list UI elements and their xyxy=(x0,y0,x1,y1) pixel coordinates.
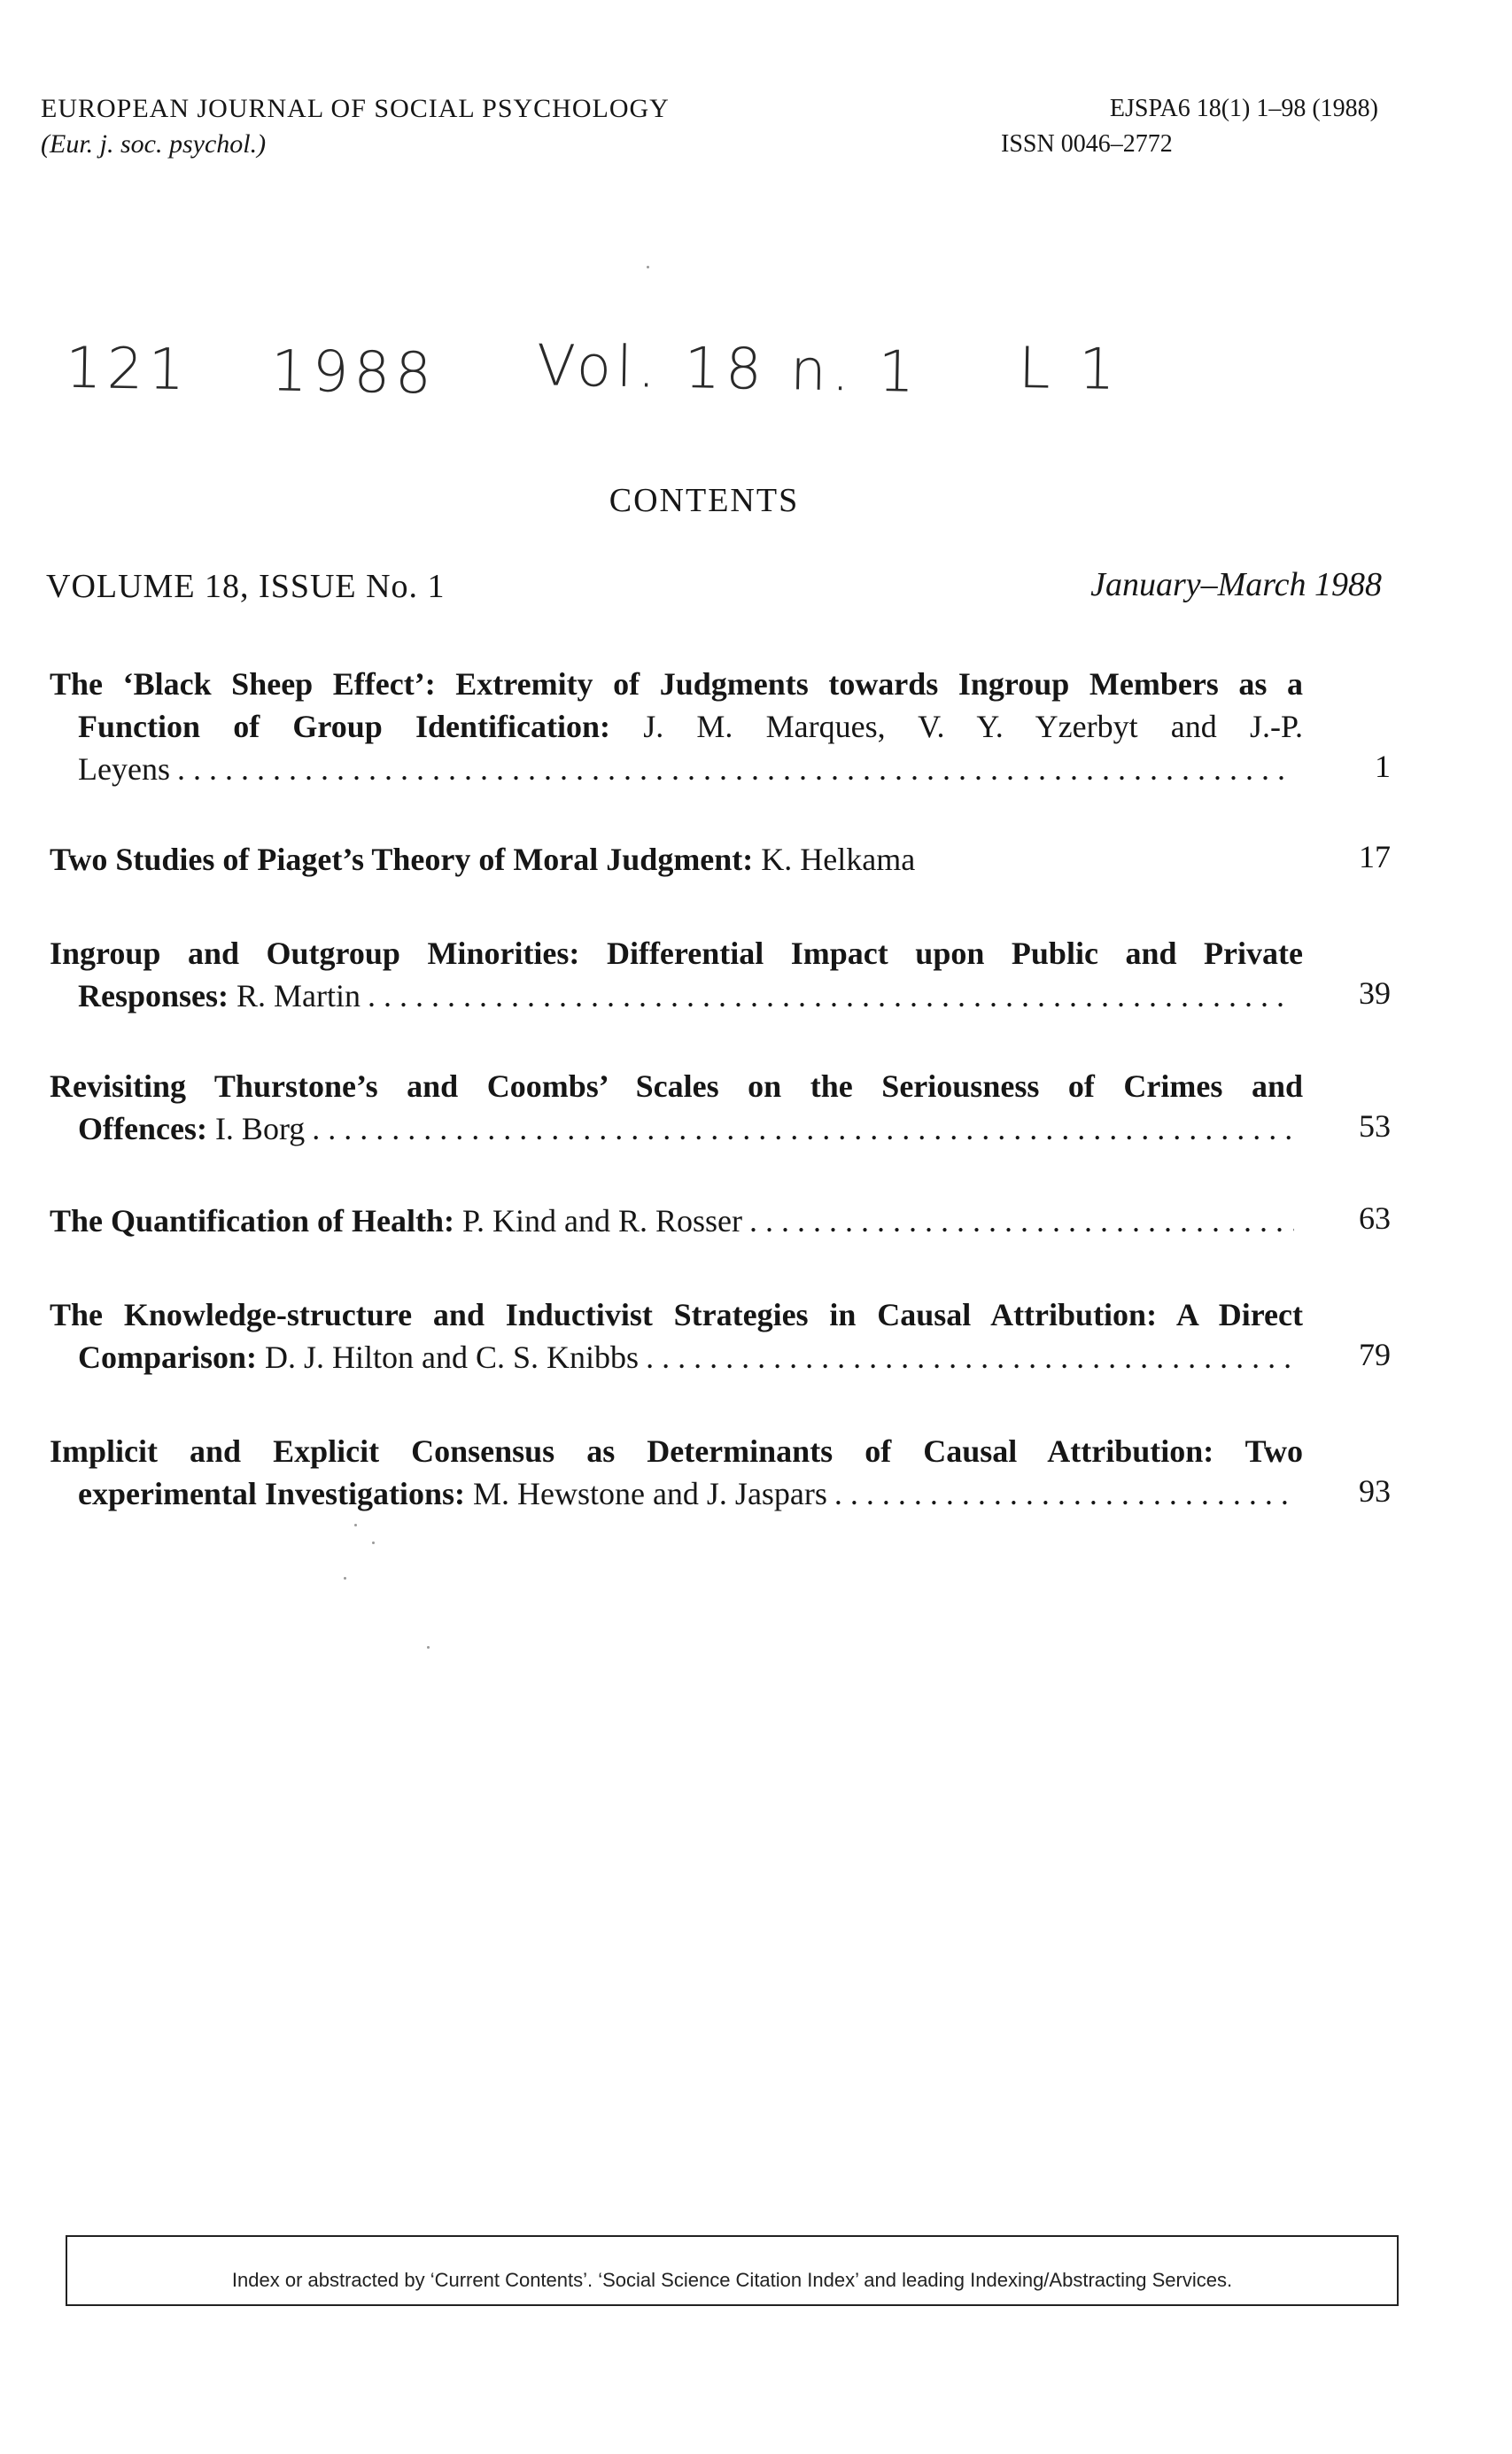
toc-entry xyxy=(50,1293,1378,1378)
journal-code: EJSPA6 18(1) 1–98 (1988) xyxy=(1109,95,1378,122)
entry-title: The ‘Black Sheep Effect’: Extremity of Judgments towards Ingroup Members as a xyxy=(50,666,1303,702)
toc-entry xyxy=(50,932,1378,1017)
entry-title-cont: Comparison: xyxy=(78,1340,258,1375)
entry-authors: I. Borg xyxy=(206,1111,306,1146)
indexing-notice-box xyxy=(66,2235,1399,2306)
entry-page: 93 xyxy=(1359,1473,1391,1509)
handwritten-note-year: 1988 xyxy=(270,338,438,408)
scan-speck xyxy=(372,1542,375,1544)
entry-title-cont: Responses: xyxy=(78,978,229,1013)
indexing-notice: Index or abstracted by ‘Current Contents’. ‘Social Science Citation Index’ and leading Indexing/Abstracting Services. xyxy=(231,2269,1233,2291)
entry-title-cont: experimental Investigations: xyxy=(78,1476,465,1511)
journal-title: EUROPEAN JOURNAL OF SOCIAL PSYCHOLOGY xyxy=(41,94,670,123)
dot-leader xyxy=(312,1107,1294,1150)
scan-speck xyxy=(647,266,649,268)
toc-entry xyxy=(50,1430,1378,1515)
dot-leader xyxy=(834,1472,1294,1515)
entry-title: The Quantification of Health: xyxy=(50,1203,454,1239)
entry-title-cont: Function of Group Identification: xyxy=(78,709,610,744)
volume-issue: VOLUME 18, ISSUE No. 1 xyxy=(46,568,446,605)
issue-period: January–March 1988 xyxy=(1090,566,1382,603)
entry-authors: D. J. Hilton and C. S. Knibbs xyxy=(257,1340,640,1375)
entry-title: Implicit and Explicit Consensus as Determinants of Causal Attribution: Two xyxy=(50,1433,1303,1469)
entry-authors: K. Helkama xyxy=(753,842,916,877)
entry-page: 53 xyxy=(1359,1108,1391,1144)
journal-abbreviation: (Eur. j. soc. psychol.) xyxy=(41,129,267,159)
toc-entry xyxy=(50,663,1378,790)
handwritten-note-volume: Vol. 18 n. 1 xyxy=(536,333,920,406)
dot-leader xyxy=(749,1200,1294,1242)
entry-authors-cont: Leyens xyxy=(78,751,170,787)
entry-title: The Knowledge-structure and Inductivist Strategies in Causal Attribution: A Direct xyxy=(50,1297,1303,1332)
entry-authors: M. Hewstone and J. Jaspars xyxy=(464,1476,827,1511)
entry-page: 39 xyxy=(1359,975,1391,1011)
handwritten-note-number: 121 xyxy=(65,335,190,404)
entry-page: 79 xyxy=(1359,1337,1391,1372)
dot-leader xyxy=(177,748,1294,790)
issn: ISSN 0046–2772 xyxy=(1001,130,1173,158)
entry-title: Ingroup and Outgroup Minorities: Differential Impact upon Public and Private xyxy=(50,936,1303,971)
entry-authors: J. M. Marques, V. Y. Yzerbyt and J.-P. xyxy=(610,709,1303,744)
entry-page: 63 xyxy=(1359,1200,1391,1236)
toc-entry xyxy=(50,1200,1378,1242)
entry-page: 1 xyxy=(1375,749,1391,784)
contents-heading: CONTENTS xyxy=(609,482,800,519)
entry-title-cont: Offences: xyxy=(78,1111,207,1146)
entry-title: Two Studies of Piaget’s Theory of Moral Judgment: xyxy=(50,842,754,877)
entry-title: Revisiting Thurstone’s and Coombs’ Scales on the Seriousness of Crimes and xyxy=(50,1068,1303,1104)
entry-page: 17 xyxy=(1359,839,1391,874)
dot-leader xyxy=(368,975,1294,1017)
toc-entry xyxy=(50,1065,1378,1150)
scan-speck xyxy=(427,1646,430,1649)
entry-authors: P. Kind and R. Rosser xyxy=(454,1203,743,1239)
scan-speck xyxy=(354,1524,357,1526)
dot-leader xyxy=(646,1336,1294,1378)
handwritten-note-code: L 1 xyxy=(1018,336,1121,403)
scan-speck xyxy=(344,1577,346,1580)
toc-entry xyxy=(50,838,1378,881)
entry-authors: R. Martin xyxy=(229,978,361,1013)
